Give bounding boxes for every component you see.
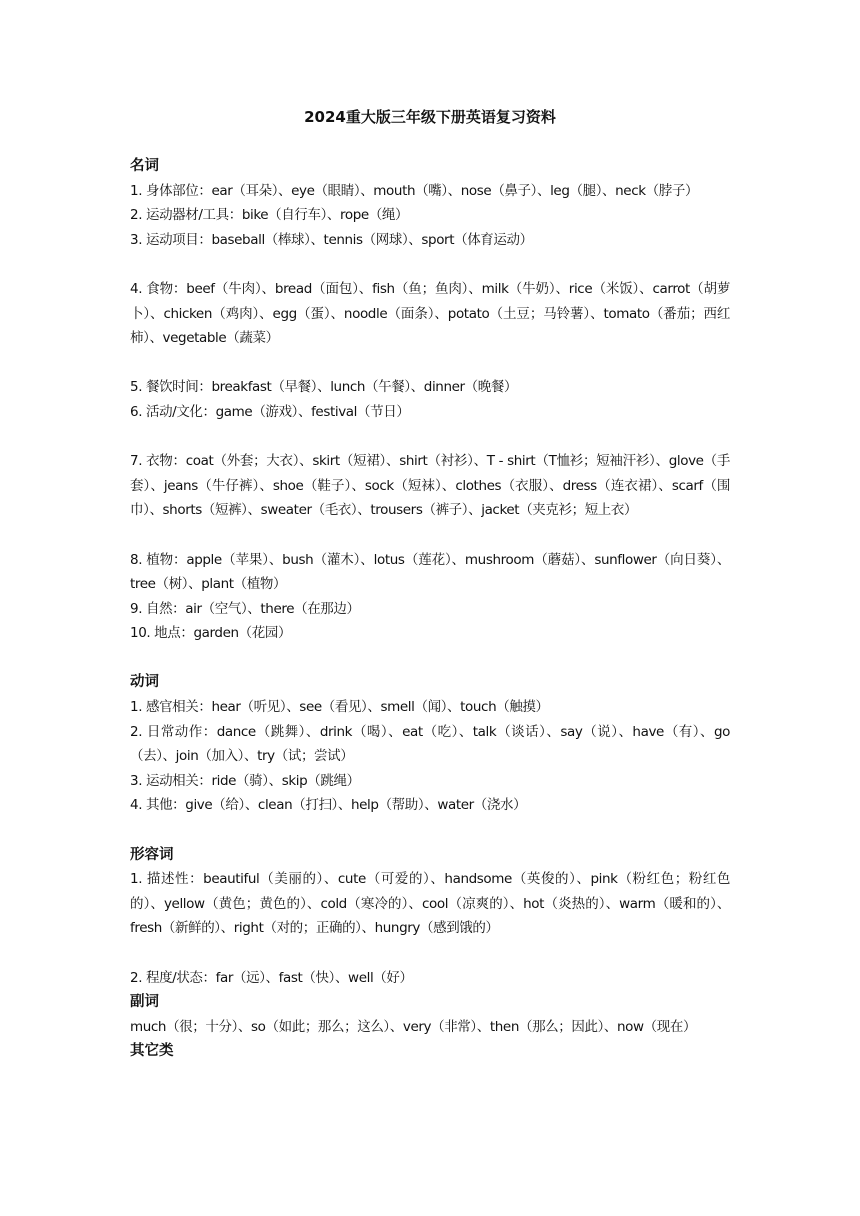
- list-item: 2. 运动器材/工具：bike（自行车）、rope（绳）: [130, 207, 409, 224]
- list-item: 7. 衣物：coat（外套；大衣）、skirt（短裙）、shirt（衬衫）、T - shirt（T恤衫；短袖汗衫）、glove（手套）、jeans（牛仔裤）、shoe（鞋子）、sock（短袜）、clothes（衣服）、dress（连衣裙）、scarf（围巾）、shorts（短裤）、sweater（毛衣）、trousers（裤子）、jacket（夹克衫；短上衣）: [130, 453, 730, 519]
- section-heading: 形容词: [130, 846, 174, 863]
- list-item: 2. 日常动作：dance（跳舞）、drink（喝）、eat（吃）、talk（谈话）、say（说）、have（有）、go（去）、join（加入）、try（试；尝试）: [130, 723, 730, 765]
- list-item: 8. 植物：apple（苹果）、bush（灌木）、lotus（莲花）、mushroom（蘑菇）、sunflower（向日葵）、tree（树）、plant（植物）: [130, 551, 730, 593]
- blank-line: [130, 941, 730, 966]
- section-heading: 副词: [130, 994, 159, 1011]
- list-item: 1. 身体部位：ear（耳朵）、eye（眼睛）、mouth（嘴）、nose（鼻子）、leg（腿）、neck（脖子）: [130, 182, 699, 199]
- section-heading: 动词: [130, 674, 159, 691]
- list-item: 9. 自然：air（空气）、there（在那边）: [130, 600, 360, 617]
- list-item: 2. 程度/状态：far（远）、fast（快）、well（好）: [130, 969, 413, 986]
- document-title: 2024重大版三年级下册英语复习资料: [304, 108, 556, 126]
- list-item: 3. 运动项目：baseball（棒球）、tennis（网球）、sport（体育运动）: [130, 231, 533, 248]
- blank-line: [130, 646, 730, 671]
- blank-line: [130, 252, 730, 277]
- list-item: 5. 餐饮时间：breakfast（早餐）、lunch（午餐）、dinner（晚餐）: [130, 379, 518, 396]
- section-heading: 其它类: [130, 1043, 174, 1060]
- blank-line: [130, 818, 730, 843]
- document-body: [130, 154, 730, 1064]
- list-item: much（很；十分）、so（如此；那么；这么）、very（非常）、then（那么；因此）、now（现在）: [130, 1018, 697, 1035]
- section-heading: 名词: [130, 158, 159, 174]
- list-item: 4. 食物：beef（牛肉）、bread（面包）、fish（鱼；鱼肉）、milk（牛奶）、rice（米饭）、carrot（胡萝卜）、chicken（鸡肉）、egg（蛋）、noodle（面条）、potato（土豆；马铃薯）、tomato（番茄；西红柿）、vegetable（蔬菜）: [130, 280, 730, 347]
- blank-line: [130, 351, 730, 376]
- blank-line: [130, 425, 730, 450]
- list-item: 1. 描述性：beautiful（美丽的）、cute（可爱的）、handsome（英俊的）、pink（粉红色；粉红色的）、yellow（黄色；黄色的）、cold（寒冷的）、cool（凉爽的）、hot（炎热的）、warm（暖和的）、fresh（新鲜的）、right（对的；正确的）、hungry（感到饿的）: [130, 871, 730, 937]
- list-item: 4. 其他：give（给）、clean（打扫）、help（帮助）、water（浇水）: [130, 797, 527, 814]
- list-item: 1. 感官相关：hear（听见）、see（看见）、smell（闻）、touch（触摸）: [130, 699, 549, 716]
- blank-line: [130, 523, 730, 548]
- list-item: 6. 活动/文化：game（游戏）、festival（节日）: [130, 403, 410, 420]
- list-item: 3. 运动相关：ride（骑）、skip（跳绳）: [130, 772, 360, 789]
- list-item: 10. 地点：garden（花园）: [130, 625, 292, 642]
